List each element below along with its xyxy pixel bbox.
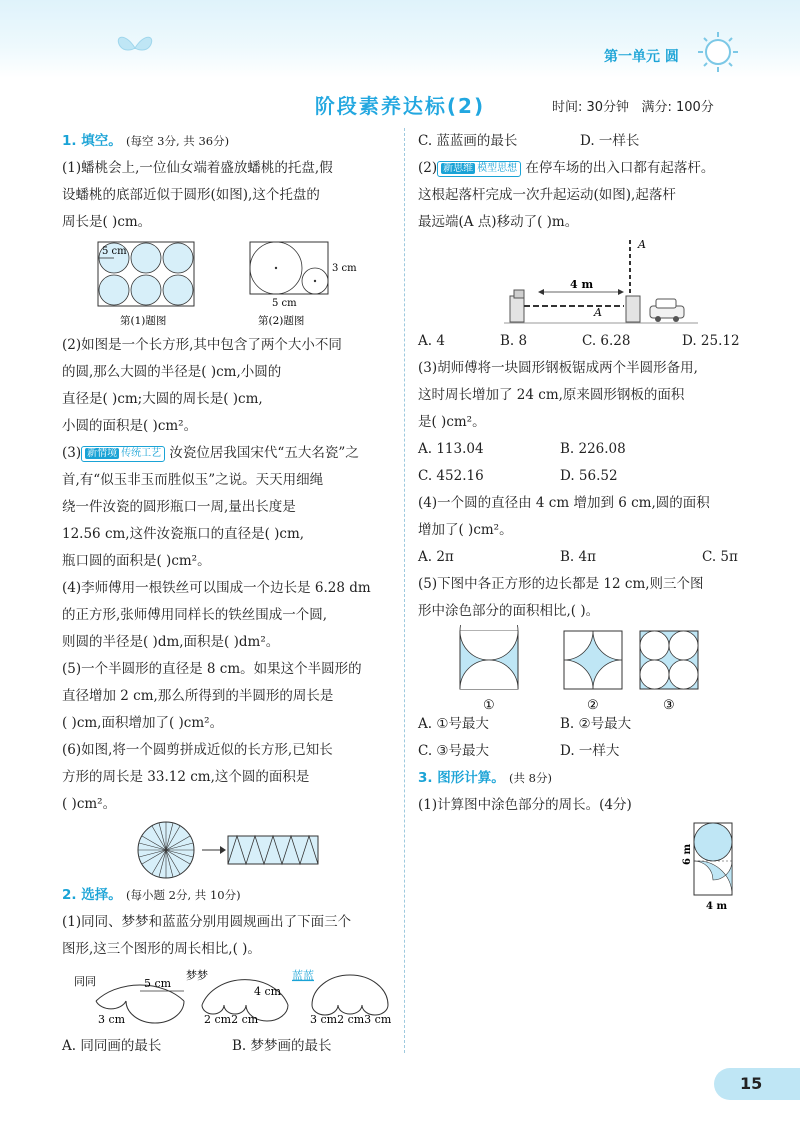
q1-3-line: 瓶口圆的面积是( )cm²。 [62,553,211,569]
fig2-width-label: 5 cm [272,298,297,309]
square-1 [460,625,518,711]
q1-5-line: (5)一个半圆形的直径是 8 cm。如果这个半圆形的 [62,661,362,677]
name-lanlan: 蓝蓝 [292,969,314,982]
name-mengmeng: 梦梦 [186,969,208,982]
cut-circle-figure [62,818,390,882]
option-c[interactable]: C. ③号最大 [418,743,490,759]
point-a-label: A [594,306,602,319]
q1-1-line: 设蟠桃的底部近似于圆形(如图),这个托盘的 [62,187,320,203]
car-icon [650,299,684,322]
option-d[interactable]: D. 一样长 [580,133,640,149]
option-a[interactable]: A. 同同画的最长 [62,1038,162,1054]
option-b[interactable]: B. 梦梦画的最长 [232,1038,332,1054]
q1-2-line: (2)如图是一个长方形,其中包含了两个大小不同 [62,337,342,353]
option-b[interactable]: B. 4π [560,549,596,565]
fig2-caption: 第(2)题图 [258,315,305,327]
q2-3-line: 是( )cm²。 [418,414,486,430]
section-3-heading: 3. 图形计算。 (共 8分) [418,770,552,786]
new-context-tag: 新情境 传统工艺 [81,446,165,462]
q2-2-line: (2) 新思维 模型思想 在停车场的出入口都有起落杆。 [418,160,715,176]
q2-1-options-cd [418,128,748,155]
page-title: 阶段素养达标(2) [314,94,486,118]
option-d[interactable]: D. 25.12 [682,333,740,349]
point-a-top-label: A [638,238,646,251]
option-a[interactable]: A. ①号最大 [418,716,489,732]
q1-6-line: 方形的周长是 33.12 cm,这个圆的面积是 [62,769,310,785]
q2-2-options [418,328,748,355]
q2-4-line: (4)一个圆的直径由 4 cm 增加到 6 cm,圆的面积 [418,495,710,511]
q1-5-line: ( )cm,面积增加了( )cm²。 [62,715,224,731]
q1-3-line: 绕一件汝瓷的圆形瓶口一周,量出长度是 [62,499,296,515]
left-column [62,128,390,1060]
q2-1-options-ab [62,1033,390,1060]
square-3 [640,631,698,711]
sun-icon [696,30,740,74]
right-column [418,128,748,919]
option-c[interactable]: C. 5π [702,549,738,565]
compass-figures [62,963,402,1033]
svg-text:①: ① [483,698,495,711]
barrier-length-label: 4 m [570,278,594,291]
new-thinking-tag: 新思维 模型思想 [437,161,521,177]
fig2-height-label: 3 cm [332,263,357,274]
option-c[interactable]: C. 452.16 [418,468,484,484]
q2-5-options-ab [418,711,748,738]
q1-2-line: 的圆,那么大圆的半径是( )cm,小圆的 [62,364,282,380]
ll-big-arc [312,975,388,1005]
q2-5-line: 形中涂色部分的面积相比,( )。 [418,603,600,619]
q1-1-line: 周长是( )cm。 [62,214,152,230]
q1-6-line: ( )cm²。 [62,796,117,812]
q2-3-options-cd [418,463,748,490]
option-d[interactable]: D. 56.52 [560,468,618,484]
svg-text:③: ③ [663,698,675,711]
name-tongtong: 同同 [74,975,96,988]
section-1-heading: 1. 填空。 (每空 3分, 共 36分) [62,133,230,149]
q1-4-line: 的正方形,张师傅用同样长的铁丝围成一个圆, [62,607,328,623]
mm-small-label: 2 cm2 cm [204,1013,259,1026]
option-a[interactable]: A. 4 [418,333,445,349]
q2-1-line: (1)同同、梦梦和蓝蓝分别用圆规画出了下面三个 [62,914,352,930]
q2-5-options-cd [418,738,748,765]
q2-2-line: 最远端(A 点)移动了( )m。 [418,214,579,230]
q1-4-line: (4)李师傅用一根铁丝可以围成一个边长是 6.28 dm [62,580,371,596]
rect-circles-figure [250,242,357,327]
height-label: 6 m [682,843,693,865]
q2-5-line: (5)下图中各正方形的边长都是 12 cm,则三个图 [418,576,704,592]
tray-figure [98,242,194,327]
q2-2-line: 这根起落杆完成一次升起运动(如图),起落杆 [418,187,676,203]
q1-4-line: 则圆的半径是( )dm,面积是( )dm²。 [62,634,280,650]
tt-small-label: 3 cm [98,1013,126,1026]
shaded-squares-figure [418,625,748,711]
butterfly-icon [110,28,160,54]
option-a[interactable]: A. 113.04 [418,441,484,457]
fig1-caption: 第(1)题图 [120,315,167,327]
unit-label: 第一单元 圆 [604,49,679,65]
q2-3-line: (3)胡师傅将一块圆形钢板锯成两个半圆形备用, [418,360,698,376]
q1-3-line: 首,有“似玉非玉而胜似玉”之说。天天用细绳 [62,472,324,488]
q3-1-line: (1)计算图中涂色部分的周长。(4分) [418,797,632,813]
q1-6-line: (6)如图,将一个圆剪拼成近似的长方形,已知长 [62,742,333,758]
square-2 [564,631,622,711]
q2-1-line: 图形,这三个图形的周长相比,( )。 [62,941,261,957]
mm-big-label: 4 cm [254,985,282,998]
shaded-perimeter-figure [418,819,748,919]
fig1-length-label: 5 cm [102,246,127,257]
option-c[interactable]: C. 6.28 [582,333,631,349]
q1-1-line: (1)蟠桃会上,一位仙女端着盛放蟠桃的托盘,假 [62,160,333,176]
barrier-figure [418,236,748,328]
column-divider [404,128,405,1053]
ll-small-label: 3 cm2 cm3 cm [310,1013,392,1026]
q1-2-line: 直径是( )cm;大圆的周长是( )cm, [62,391,263,407]
page-number: 15 [714,1068,800,1100]
approx-rectangle [228,836,318,864]
q2-3-options-ab [418,436,748,463]
q1-5-line: 直径增加 2 cm,那么所得到的半圆形的周长是 [62,688,334,704]
option-a[interactable]: A. 2π [418,549,454,565]
tt-big-label: 5 cm [144,977,172,990]
section-2-heading: 2. 选择。 (每小题 2分, 共 10分) [62,887,241,903]
q1-figures [62,236,390,332]
svg-text:②: ② [587,698,599,711]
option-b[interactable]: B. ②号最大 [560,716,632,732]
option-d[interactable]: D. 一样大 [560,743,620,759]
option-b[interactable]: B. 8 [500,333,528,349]
time-score [552,96,714,115]
width-label: 4 m [706,901,728,912]
q1-2-line: 小圆的面积是( )cm²。 [62,418,198,434]
q2-4-options [418,544,748,571]
q2-3-line: 这时周长增加了 24 cm,原来圆形钢板的面积 [418,387,685,403]
option-c[interactable]: C. 蓝蓝画的最长 [418,133,518,149]
option-b[interactable]: B. 226.08 [560,441,626,457]
sliced-circle [138,822,194,878]
q1-3-line: 12.56 cm,这件汝瓷瓶口的直径是( )cm, [62,526,305,542]
q2-4-line: 增加了( )cm²。 [418,522,513,538]
score-label: 满分: 100分 [641,100,714,115]
time-label: 时间: 30分钟 [552,100,630,115]
q1-3-line: (3) 新情境 传统工艺 汝瓷位居我国宋代“五大名瓷”之 [62,445,359,461]
